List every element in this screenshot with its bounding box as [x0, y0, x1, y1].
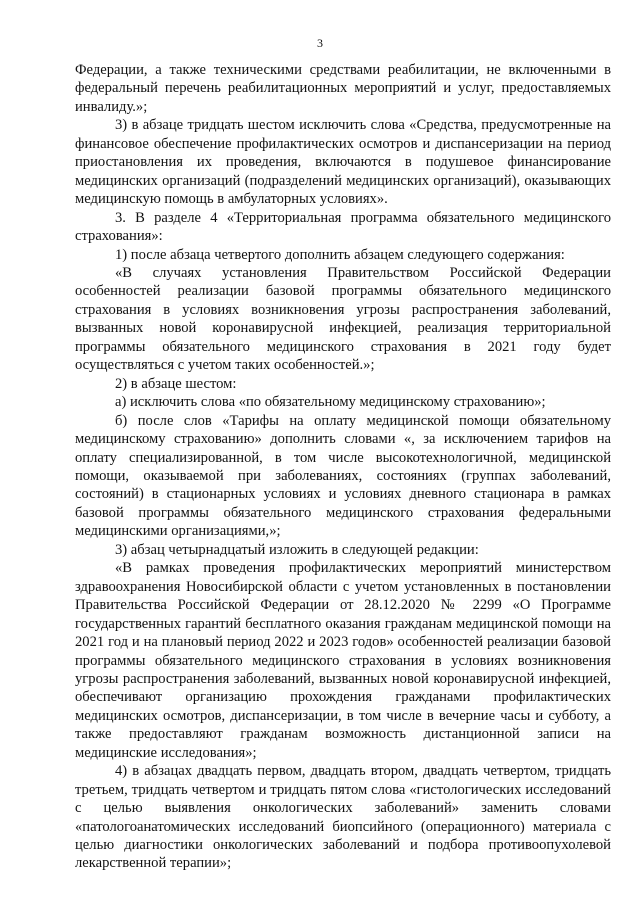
paragraph-item-2a: а) исключить слова «по обязательному медицинскому страхованию»;: [115, 394, 546, 411]
paragraph-quote-1: «В случаях установления Правительством Российской Федерации особенностей реализации базовой программы обязательного медицинского страхования в условиях возникновения угрозы распространения заболеваний, вызванных новой коронавирусной инфекцией, реализация территориальной программы обязательного медицинского страхования в 2021 году будет осуществляться с учетом таких особенностей.»;: [75, 264, 611, 374]
paragraph-item-1: 1) после абзаца четвертого дополнить абзацем следующего содержания:: [115, 246, 565, 263]
document-body: [75, 61, 611, 873]
paragraph-item-3-abzac-36: 3) в абзаце тридцать шестом исключить слова «Средства, предусмотренные на финансовое обеспечение профилактических осмотров и диспансеризации на период приостановления их проведения, включаются в подушевое финансирование медицинских организаций (подразделений медицинских организаций), оказывающих медицинскую помощь в амбулаторных условиях».: [75, 117, 611, 208]
paragraph-item-2b: б) после слов «Тарифы на оплату медицинской помощи обязательному медицинскому страхованию» дополнить словами «, за исключением тарифов на оплату специализированной, в том числе высокотехнологичной, медицинской помощи, оказываемой при заболеваниях, состояниях (группах заболеваний, состояний) в стационарных условиях и условиях дневного стационара в рамках базовой программы обязательного медицинского страхования федеральными медицинскими организациями,»;: [75, 412, 611, 540]
paragraph-item-4: 4) в абзацах двадцать первом, двадцать втором, двадцать четвертом, тридцать третьем, тридцать четвертом и тридцать пятом слова «гистологических исследований с целью выявления онкологических заболеваний» заменить словами «патологоанатомических исследований биопсийного (операционного) материала с целью диагностики онкологических заболеваний и подбора противоопухолевой лекарственной терапии»;: [75, 763, 611, 872]
paragraph-quote-2: «В рамках проведения профилактических мероприятий министерством здравоохранения Новосибирской области с учетом установленных в постановлении Правительства Российской Федерации от 28.12.2020 № 2299 «О Программе государственных гарантий бесплатного оказания гражданам медицинской помощи на 2021 год и на плановый период 2022 и 2023 годов» особенностей реализации базовой программы обязательного медицинского страхования в условиях возникновения угрозы распространения заболеваний, вызванных новой коронавирусной инфекцией, обеспечивают организацию прохождения гражданами профилактических медицинских осмотров, диспансеризации, в том числе в вечерние часы и субботу, а также предоставляют гражданам возможность дистанционной записи на медицинские исследования»;: [75, 560, 611, 761]
paragraph-item-3: 3) абзац четырнадцатый изложить в следующей редакции:: [115, 541, 479, 558]
paragraph-item-2: 2) в абзаце шестом:: [115, 375, 237, 392]
paragraph-continuation: Федерации, а также техническими средствами реабилитации, не включенными в федеральный перечень реабилитационных мероприятий и услуг, предоставляемых инвалиду.»;: [75, 62, 611, 115]
paragraph-section-3: 3. В разделе 4 «Территориальная программа обязательного медицинского страхования»:: [75, 209, 611, 245]
page-number: 3: [317, 36, 323, 50]
